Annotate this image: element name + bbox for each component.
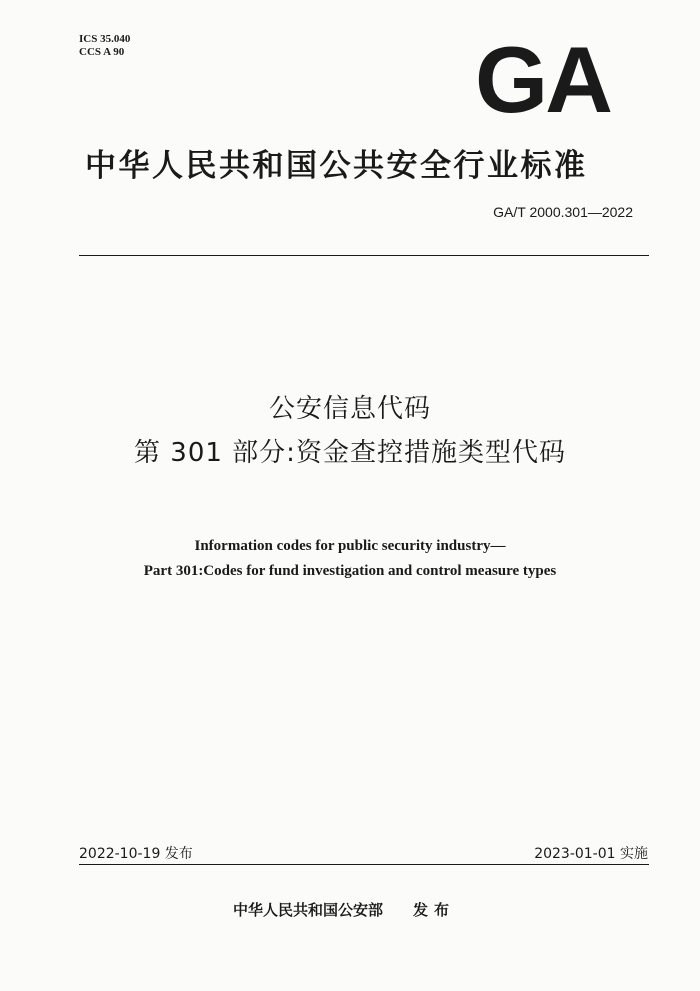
publish-label: 发布 xyxy=(413,901,456,919)
ga-logo-text: GA xyxy=(475,27,610,132)
ics-code: ICS 35.040 xyxy=(79,33,131,45)
ccs-code: CCS A 90 xyxy=(79,46,125,58)
org-title: 中华人民共和国公共安全行业标准 xyxy=(85,148,588,184)
english-title-line1: Information codes for public security industry— xyxy=(194,538,506,554)
standard-number: GA/T 2000.301—2022 xyxy=(493,204,633,220)
implementation-date: 2023-01-01 实施 xyxy=(534,846,648,862)
chinese-title-line1: 公安信息代码 xyxy=(268,394,431,424)
chinese-title-line2: 第 301 部分:资金查控措施类型代码 xyxy=(134,438,566,468)
issuer-line xyxy=(233,899,455,920)
top-divider xyxy=(79,255,649,256)
ga-logo xyxy=(475,27,610,132)
classification-codes xyxy=(79,33,130,59)
issuer-name: 中华人民共和国公安部 xyxy=(233,901,384,919)
issue-date: 2022-10-19 发布 xyxy=(79,846,193,862)
bottom-divider xyxy=(79,864,649,865)
english-title-line2: Part 301:Codes for fund investigation and control measure types xyxy=(143,563,557,579)
